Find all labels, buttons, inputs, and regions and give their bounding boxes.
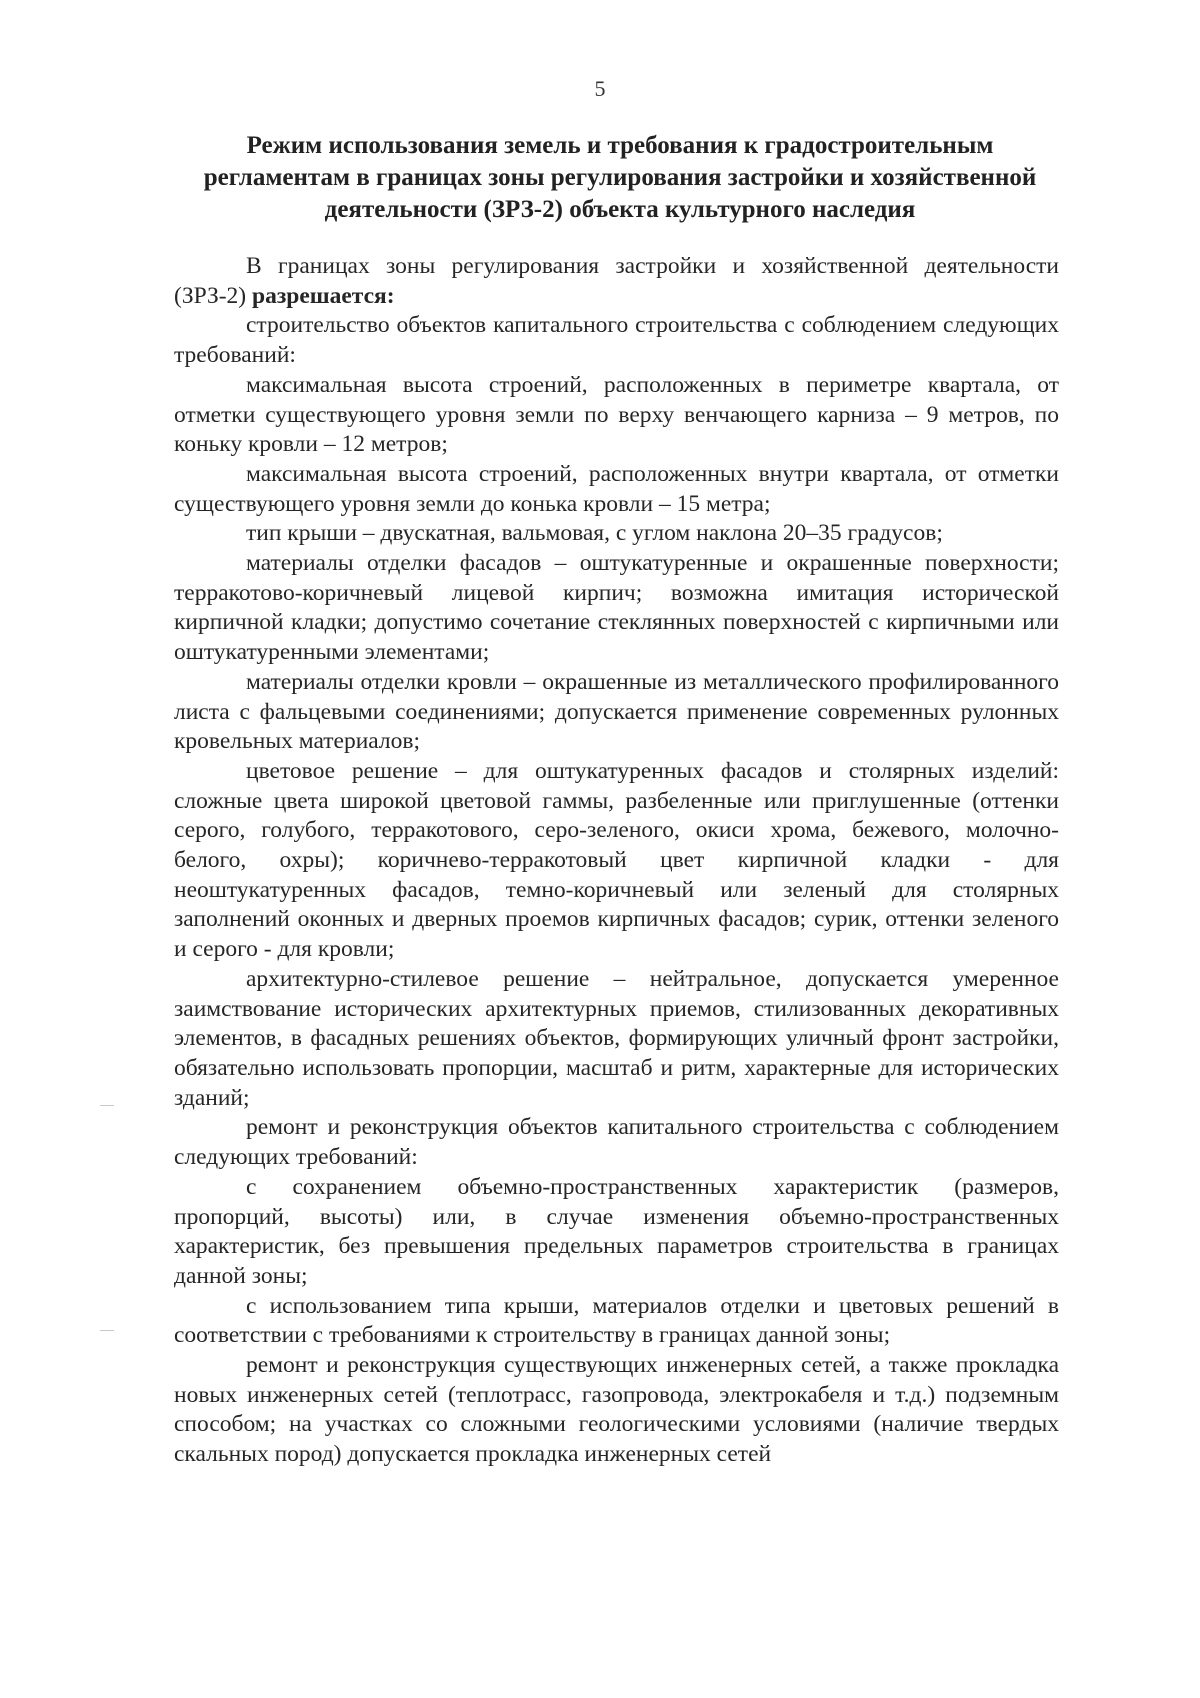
paragraph-roof-materials: материалы отделки кровли – окрашенные из металлического профилированного листа с фальцевыми соединениями; допускается применение современных рулонных кровельных материалов; xyxy=(174,668,1059,755)
paragraph-volume-preservation: с сохранением объемно-пространственных характеристик (размеров, пропорций, высоты) или, в случае изменения объемно-пространственных характеристик, без превышения предельных параметров строительства в границах данной зоны; xyxy=(174,1173,1059,1289)
title-line-3: деятельности (ЗРЗ-2) объекта культурного наследия xyxy=(324,196,916,223)
paragraph-engineering-networks: ремонт и реконструкция существующих инженерных сетей, а также прокладка новых инженерных сетей (теплотрасс, газопровода, электрокабеля и т.д.) подземным способом; на участках со сложными геологическими условиями (наличие твердых скальных пород) допускается прокладка инженерных сетей xyxy=(174,1352,1059,1468)
paragraph-max-height-inner: максимальная высота строений, расположенных внутри квартала, от отметки существующего уровня земли до конька кровли – 15 метра; xyxy=(174,460,1059,517)
paragraph-roof-finish-colors: с использованием типа крыши, материалов отделки и цветовых решений в соответствии с требованиями к строительству в границах данной зоны; xyxy=(174,1292,1059,1349)
document-body xyxy=(174,252,1059,1470)
intro-paragraph xyxy=(174,252,1059,311)
intro-bold-text: разрешается: xyxy=(252,282,395,309)
page-number: 5 xyxy=(594,76,606,101)
scan-margin-mark xyxy=(100,1330,114,1331)
paragraph-architectural-style: архитектурно-стилевое решение – нейтральное, допускается умеренное заимствование исторических архитектурных приемов, стилизованных декоративных элементов, в фасадных решениях объектов, формирующих уличный фронт застройки, обязательно использовать пропорции, масштаб и ритм, характерные для исторических зданий; xyxy=(174,965,1059,1111)
paragraph-max-height-perimeter: максимальная высота строений, расположенных в периметре квартала, от отметки существующего уровня земли по верху венчающего карниза – 9 метров, по коньку кровли – 12 метров; xyxy=(174,371,1059,458)
paragraph-construction: строительство объектов капитального строительства с соблюдением следующих требований: xyxy=(174,312,1059,369)
title-line-1: Режим использования земель и требования к градостроительным xyxy=(246,132,994,159)
paragraph-roof-type: тип крыши – двускатная, вальмовая, с углом наклона 20–35 градусов; xyxy=(246,520,943,547)
scan-margin-mark xyxy=(100,1105,114,1106)
paragraph-repair-reconstruction: ремонт и реконструкция объектов капитального строительства с соблюдением следующих требований: xyxy=(174,1114,1059,1171)
section-title xyxy=(170,130,1070,226)
title-line-2: регламентам в границах зоны регулирования застройки и хозяйственной xyxy=(203,164,1037,191)
intro-text: В границах зоны регулирования застройки и хозяйственной деятельности (ЗРЗ-2) xyxy=(174,253,1059,309)
paragraph-color-scheme: цветовое решение – для оштукатуренных фасадов и столярных изделий: сложные цвета широкой цветовой гаммы, разбеленные или приглушенные (оттенки серого, голубого, терракотового, серо-зеленого, окиси хрома, бежевого, молочно-белого, охры); коричнево-терракотовый цвет кирпичной кладки - для неоштукатуренных фасадов, темно-коричневый или зеленый для столярных заполнений оконных и дверных проемов кирпичных фасадов; сурик, оттенки зеленого и серого - для кровли; xyxy=(174,757,1059,963)
paragraph-facade-materials: материалы отделки фасадов – оштукатуренные и окрашенные поверхности; терракотово-коричневый лицевой кирпич; возможна имитация исторической кирпичной кладки; допустимо сочетание стеклянных поверхностей с кирпичными или оштукатуренными элементами; xyxy=(174,550,1059,666)
